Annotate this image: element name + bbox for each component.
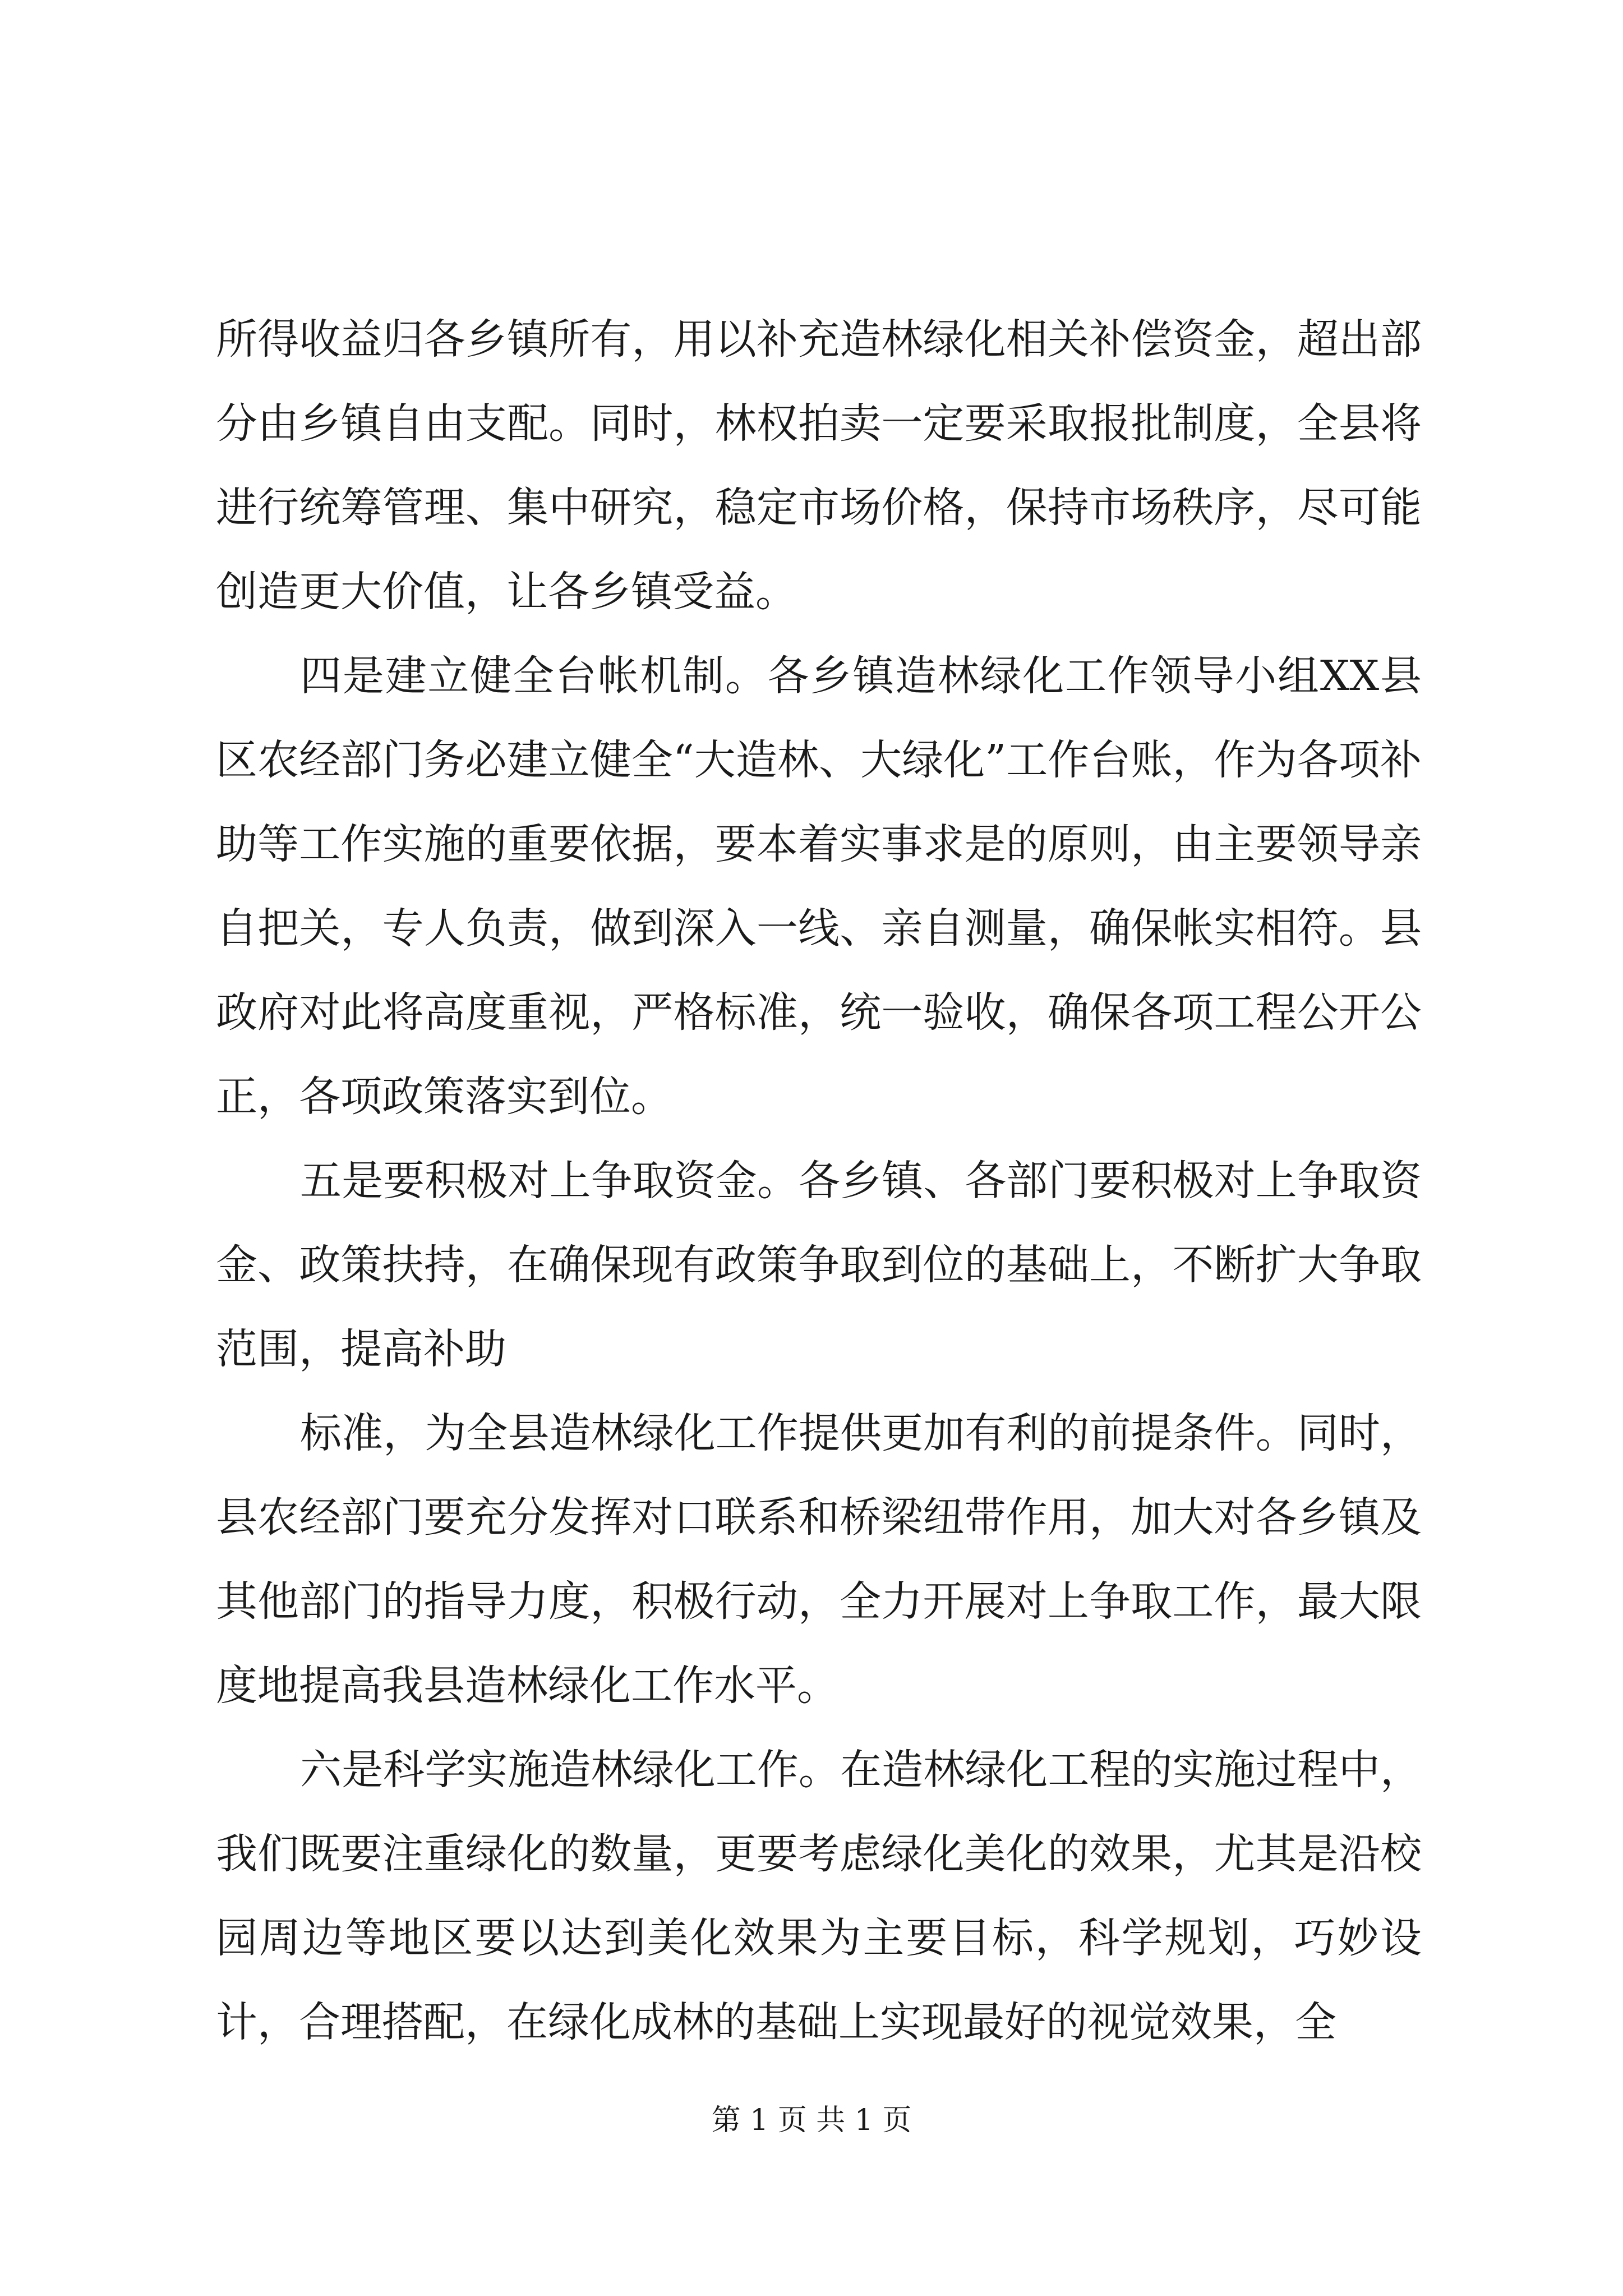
document-body [216, 297, 1422, 2064]
paragraph-3: 五是要积极对上争取资金。各乡镇、各部门要积极对上争取资金、政策扶持，在确保现有政策争取到位的基础上，不断扩大争取范围，提高补助 [216, 1157, 1422, 1373]
paragraph-2: 四是建立健全台帐机制。各乡镇造林绿化工作领导小组XX县区农经部门务必建立健全“大造林、大绿化”工作台账，作为各项补助等工作实施的重要依据，要本着实事求是的原则，由主要领导亲自把关，专人负责，做到深入一线、亲自测量，确保帐实相符。县政府对此将高度重视，严格标准，统一验收，确保各项工程公开公正，各项政策落实到位。 [216, 652, 1422, 1121]
page-footer: 第 1 页 共 1 页 [711, 2104, 912, 2137]
paragraph-5: 六是科学实施造林绿化工作。在造林绿化工程的实施过程中，我们既要注重绿化的数量，更要考虑绿化美化的效果，尤其是沿校园周边等地区要以达到美化效果为主要目标，科学规划，巧妙设计，合理搭配，在绿化成林的基础上实现最好的视觉效果，全 [216, 1746, 1422, 2046]
paragraph-1: 所得收益归各乡镇所有，用以补充造林绿化相关补偿资金，超出部分由乡镇自由支配。同时，林权拍卖一定要采取报批制度，全县将进行统筹管理、集中研究，稳定市场价格，保持市场秩序，尽可能创造更大价值，让各乡镇受益。 [216, 315, 1422, 616]
paragraph-4: 标准，为全县造林绿化工作提供更加有利的前提条件。同时，县农经部门要充分发挥对口联系和桥梁纽带作用，加大对各乡镇及其他部门的指导力度，积极行动，全力开展对上争取工作，最大限度地提高我县造林绿化工作水平。 [216, 1409, 1422, 1710]
